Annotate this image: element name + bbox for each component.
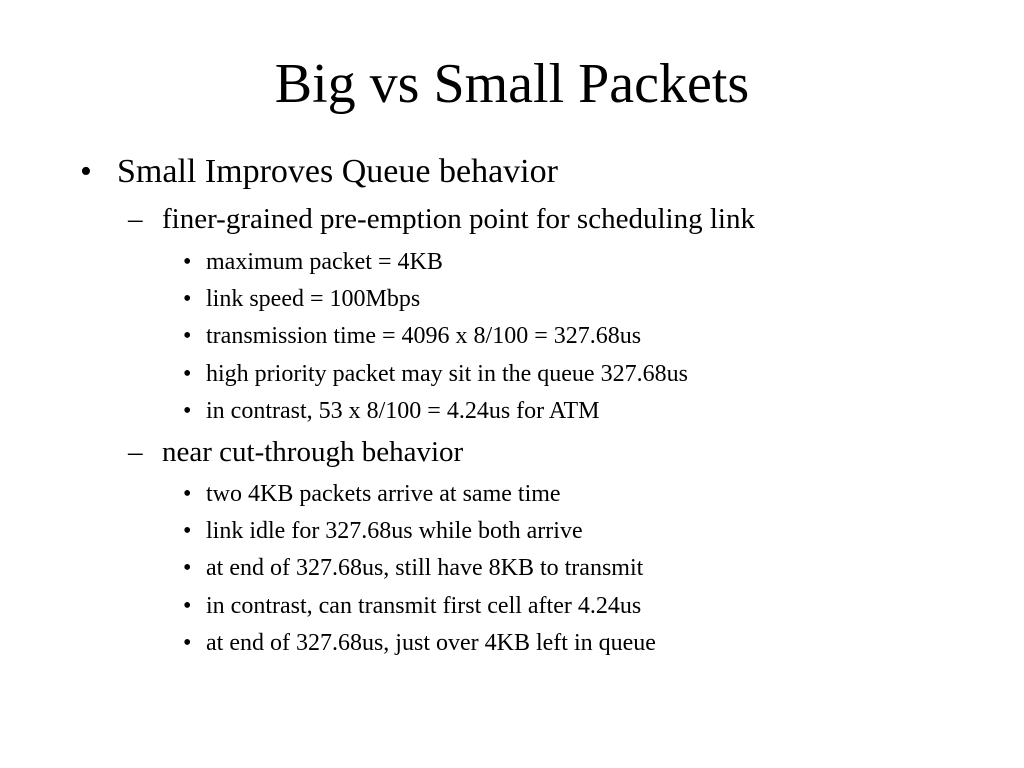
dash-marker: – bbox=[128, 203, 143, 235]
detail-text: at end of 327.68us, just over 4KB left in queue bbox=[206, 630, 656, 656]
subpoint-text: near cut-through behavior bbox=[162, 436, 464, 468]
detail-marker: • bbox=[183, 249, 192, 275]
bullet-marker: • bbox=[80, 153, 92, 190]
detail-marker: • bbox=[183, 323, 192, 349]
bullet-text: Small Improves Queue behavior bbox=[117, 153, 558, 190]
detail-marker: • bbox=[183, 518, 192, 544]
slide-title: Big vs Small Packets bbox=[274, 53, 750, 115]
detail-marker: • bbox=[183, 555, 192, 581]
detail-text: link speed = 100Mbps bbox=[206, 286, 421, 312]
detail-text: in contrast, can transmit first cell after 4.24us bbox=[206, 593, 642, 619]
dash-marker: – bbox=[128, 436, 143, 468]
detail-text: maximum packet = 4KB bbox=[206, 249, 443, 275]
detail-marker: • bbox=[183, 286, 192, 312]
detail-text: high priority packet may sit in the queue 327.68us bbox=[206, 361, 688, 387]
detail-text: in contrast, 53 x 8/100 = 4.24us for ATM bbox=[206, 398, 600, 424]
subpoint-text: finer-grained pre-emption point for scheduling link bbox=[162, 203, 755, 235]
detail-text: transmission time = 4096 x 8/100 = 327.68us bbox=[206, 323, 642, 349]
detail-marker: • bbox=[183, 593, 192, 619]
detail-text: link idle for 327.68us while both arrive bbox=[206, 518, 583, 544]
detail-marker: • bbox=[183, 361, 192, 387]
detail-marker: • bbox=[183, 398, 192, 424]
detail-text: two 4KB packets arrive at same time bbox=[206, 481, 561, 507]
detail-text: at end of 327.68us, still have 8KB to transmit bbox=[206, 555, 644, 581]
detail-marker: • bbox=[183, 630, 192, 656]
detail-marker: • bbox=[183, 481, 192, 507]
